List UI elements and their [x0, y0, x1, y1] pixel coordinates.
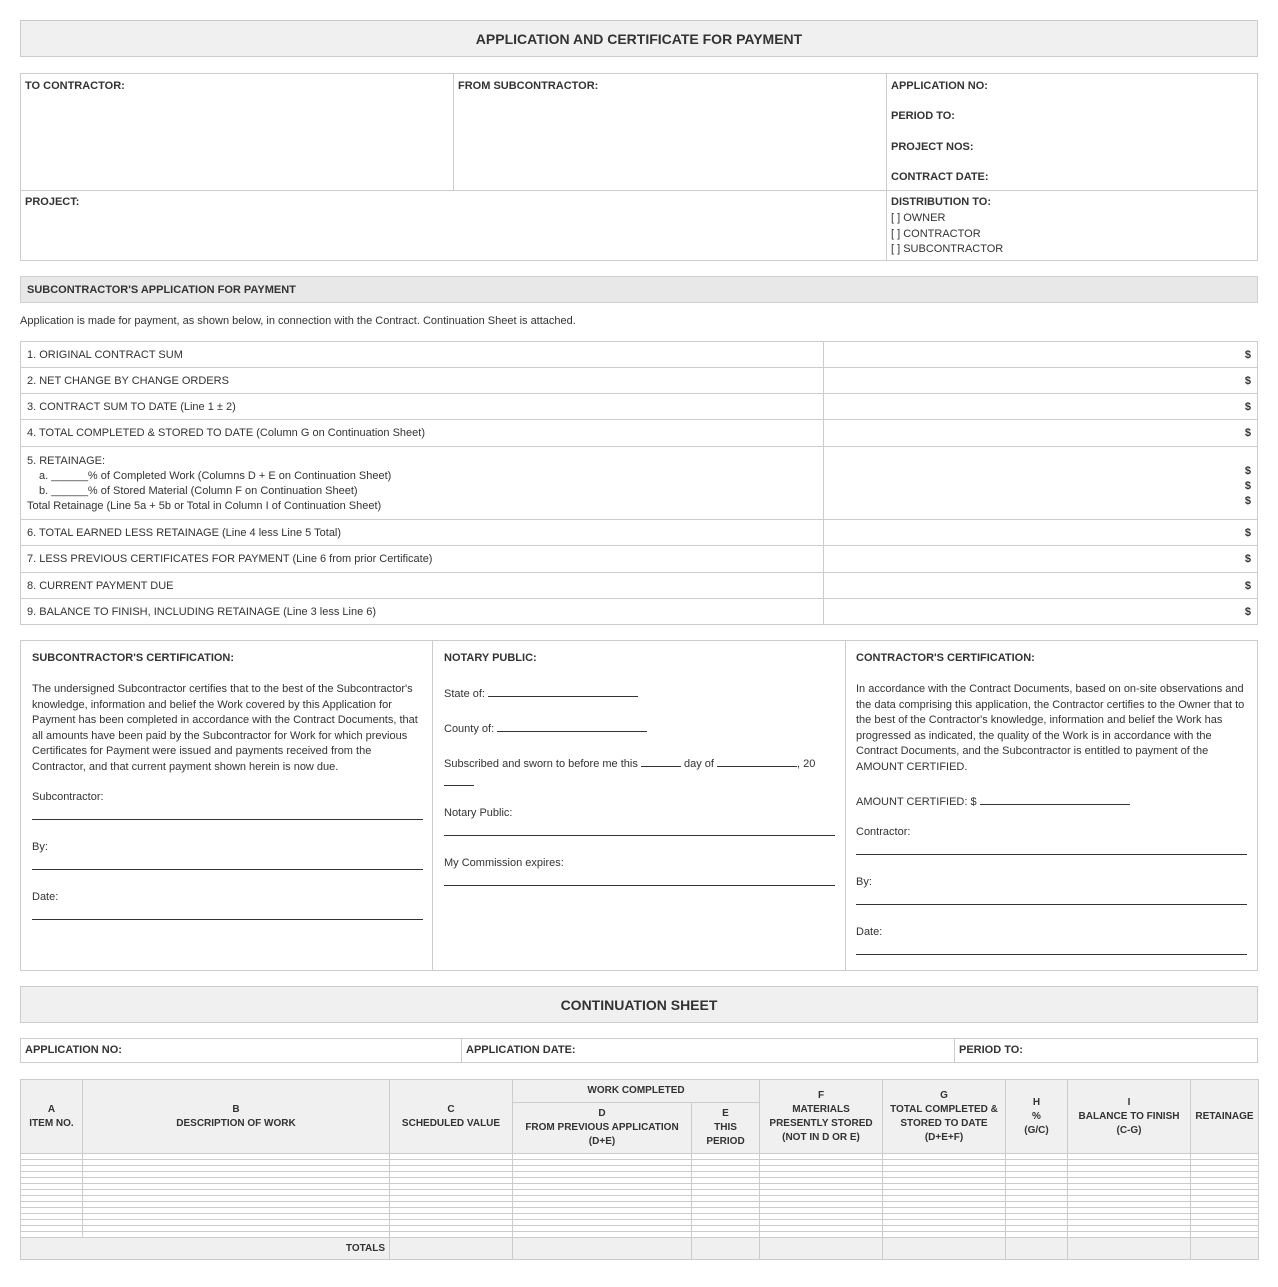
totals-row [21, 1238, 1259, 1260]
amount-field[interactable]: $ [1244, 480, 1251, 492]
sub-cert-by-label: By: [32, 841, 48, 853]
notary-title: NOTARY PUBLIC: [444, 652, 537, 664]
sub-cert-subcontractor-label: Subcontractor: [32, 791, 104, 803]
notary-state-row [444, 687, 638, 700]
contractor-cert-contractor-signature-line[interactable] [856, 854, 1247, 855]
notary-day-of-label: day of [683, 758, 714, 770]
contractor-certification [856, 641, 1248, 971]
subcontractor-certification [32, 641, 422, 971]
notary-public-section [444, 641, 836, 971]
application-lines-table [20, 341, 1258, 625]
amount-certified-row [856, 795, 1130, 808]
period-to-label: PERIOD TO: [891, 110, 955, 122]
col-header-g: G TOTAL COMPLETED & STORED TO DATE (D+E+F) [883, 1080, 1006, 1154]
amount-field[interactable]: $ [824, 368, 1258, 394]
notary-subscribed-label: Subscribed and sworn to before me this [444, 758, 638, 770]
certifications-block [20, 640, 1258, 971]
totals-cell[interactable] [390, 1238, 513, 1260]
contractor-cert-title: CONTRACTOR'S CERTIFICATION: [856, 652, 1035, 664]
line-label: 3. CONTRACT SUM TO DATE (Line 1 ± 2) [21, 394, 824, 420]
amount-field[interactable]: $ [824, 573, 1258, 599]
notary-state-line[interactable] [488, 687, 638, 697]
line-row [21, 394, 1258, 420]
line-label: 6. TOTAL EARNED LESS RETAINAGE (Line 4 less Line 5 Total) [21, 520, 824, 546]
line-row [21, 342, 1258, 368]
contractor-cert-by-label: By: [856, 876, 872, 888]
line-label: 9. BALANCE TO FINISH, INCLUDING RETAINAGE (Line 3 less Line 6) [21, 599, 824, 625]
distribution-list [891, 211, 1003, 258]
notary-commission-label: My Commission expires: [444, 857, 564, 869]
to-contractor-label: TO CONTRACTOR: [25, 80, 125, 92]
project-label: PROJECT: [25, 196, 80, 208]
sub-cert-date-line[interactable] [32, 919, 423, 920]
col-header-d: D FROM PREVIOUS APPLICATION (D+E) [513, 1103, 692, 1154]
amount-field[interactable]: $ [824, 420, 1258, 447]
notary-county-row [444, 722, 647, 735]
col-header-b: B DESCRIPTION OF WORK [83, 1080, 390, 1154]
continuation-table [20, 1079, 1259, 1260]
totals-cell[interactable] [692, 1238, 760, 1260]
amount-field[interactable]: $ [1244, 465, 1251, 477]
line-label: 8. CURRENT PAYMENT DUE [21, 573, 824, 599]
amount-field[interactable]: $ [824, 394, 1258, 420]
retainage-a: a. ______% of Completed Work (Columns D + E on Continuation Sheet) [39, 470, 392, 482]
application-no-label: APPLICATION NO: [891, 80, 988, 92]
col-header-c: C SCHEDULED VALUE [390, 1080, 513, 1154]
totals-cell[interactable] [883, 1238, 1006, 1260]
amount-field[interactable]: $ [824, 520, 1258, 546]
from-subcontractor-label: FROM SUBCONTRACTOR: [458, 80, 599, 92]
sub-cert-body: The undersigned Subcontractor certifies that to the best of the Subcontractor's knowledge, information and belief the Work covered by this Application for Payment has been completed in accordance with the Contract Documents, that all amounts have been paid by the Subcontractor for Work for which previous Certificates for Payment were issued and payments received from the Contractor, and that current payment shown herein is now due. [32, 683, 418, 773]
cs-application-date-label: APPLICATION DATE: [466, 1044, 576, 1056]
contract-date-label: CONTRACT DATE: [891, 171, 989, 183]
retainage-total: Total Retainage (Line 5a + 5b or Total in Column I of Continuation Sheet) [27, 500, 382, 512]
amount-field[interactable]: $ [824, 342, 1258, 368]
amount-field[interactable]: $ [824, 546, 1258, 573]
project-nos-label: PROJECT NOS: [891, 141, 974, 153]
form-title: APPLICATION AND CERTIFICATE FOR PAYMENT [20, 20, 1258, 57]
continuation-info-row [20, 1038, 1258, 1063]
notary-county-line[interactable] [497, 722, 647, 732]
amount-field[interactable]: $ [824, 599, 1258, 625]
amount-certified-line[interactable] [980, 795, 1130, 805]
notary-subscribed-row [444, 757, 815, 770]
sub-cert-date-label: Date: [32, 891, 59, 903]
line-label: 1. ORIGINAL CONTRACT SUM [21, 342, 824, 368]
cs-period-to-label: PERIOD TO: [959, 1044, 1023, 1056]
info-block [20, 73, 1258, 261]
contractor-cert-body: In accordance with the Contract Documents, based on on-site observations and the data comprising this application, the Contractor certifies to the Owner that to the best of the Contractor's knowledge, information and belief the Work has progressed as indicated, the quality of the Work is in accordance with the Contract Documents, and the Subcontractor is entitled to payment of the AMOUNT CERTIFIED. [856, 683, 1245, 773]
sub-cert-title: SUBCONTRACTOR'S CERTIFICATION: [32, 652, 235, 664]
totals-cell[interactable] [513, 1238, 692, 1260]
col-header-retainage: RETAINAGE [1191, 1080, 1259, 1154]
retainage-b: b. ______% of Stored Material (Column F on Continuation Sheet) [39, 485, 358, 497]
notary-county-label: County of: [444, 723, 495, 735]
distribution-subcontractor-checkbox[interactable]: [ ] SUBCONTRACTOR [891, 243, 1004, 255]
contractor-cert-by-signature-line[interactable] [856, 904, 1247, 905]
notary-year-line[interactable] [444, 785, 474, 786]
sub-cert-subcontractor-signature-line[interactable] [32, 819, 423, 820]
line-row [21, 520, 1258, 546]
contractor-cert-date-line[interactable] [856, 954, 1247, 955]
sub-cert-by-signature-line[interactable] [32, 869, 423, 870]
retainage-row [21, 447, 1258, 520]
totals-cell[interactable] [1068, 1238, 1191, 1260]
notary-commission-line[interactable] [444, 885, 835, 886]
totals-cell[interactable] [760, 1238, 883, 1260]
notary-day-line[interactable] [641, 757, 681, 767]
distribution-contractor-checkbox[interactable]: [ ] CONTRACTOR [891, 227, 981, 240]
amount-field[interactable]: $ [1244, 495, 1251, 507]
totals-cell[interactable] [1006, 1238, 1068, 1260]
totals-cell[interactable] [1191, 1238, 1259, 1260]
contractor-cert-date-label: Date: [856, 926, 883, 938]
line-row [21, 573, 1258, 599]
retainage-title: 5. RETAINAGE: [27, 455, 106, 467]
line-row [21, 599, 1258, 625]
cs-application-no-label: APPLICATION NO: [25, 1044, 122, 1056]
notary-month-line[interactable] [717, 757, 797, 767]
continuation-body [21, 1154, 1259, 1238]
amount-certified-label: AMOUNT CERTIFIED: $ [856, 796, 977, 808]
notary-public-label: Notary Public: [444, 807, 513, 819]
col-header-h: H % (G/C) [1006, 1080, 1068, 1154]
notary-state-label: State of: [444, 688, 485, 700]
line-label: 4. TOTAL COMPLETED & STORED TO DATE (Column G on Continuation Sheet) [21, 420, 824, 447]
notary-year-label: , 20 [796, 758, 816, 770]
distribution-label: DISTRIBUTION TO: [891, 196, 992, 208]
col-header-i: I BALANCE TO FINISH (C-G) [1068, 1080, 1191, 1154]
totals-label: TOTALS [21, 1238, 390, 1260]
contractor-cert-contractor-label: Contractor: [856, 826, 911, 838]
line-label: 2. NET CHANGE BY CHANGE ORDERS [21, 368, 824, 394]
col-header-work-completed: WORK COMPLETED [513, 1080, 760, 1103]
line-row [21, 420, 1258, 447]
application-section-title: SUBCONTRACTOR'S APPLICATION FOR PAYMENT [20, 276, 1258, 303]
line-row [21, 546, 1258, 573]
notary-public-signature-line[interactable] [444, 835, 835, 836]
application-intro: Application is made for payment, as shown below, in connection with the Contract. Continuation Sheet is attached. [20, 315, 576, 327]
col-header-a: A ITEM NO. [21, 1080, 83, 1154]
line-row [21, 368, 1258, 394]
continuation-sheet-title: CONTINUATION SHEET [20, 986, 1258, 1023]
line-label: 7. LESS PREVIOUS CERTIFICATES FOR PAYMENT (Line 6 from prior Certificate) [21, 546, 824, 573]
distribution-owner-checkbox[interactable]: [ ] OWNER [891, 212, 946, 224]
col-header-f: F MATERIALS PRESENTLY STORED (NOT IN D OR E) [760, 1080, 883, 1154]
col-header-e: E THIS PERIOD [692, 1103, 760, 1154]
